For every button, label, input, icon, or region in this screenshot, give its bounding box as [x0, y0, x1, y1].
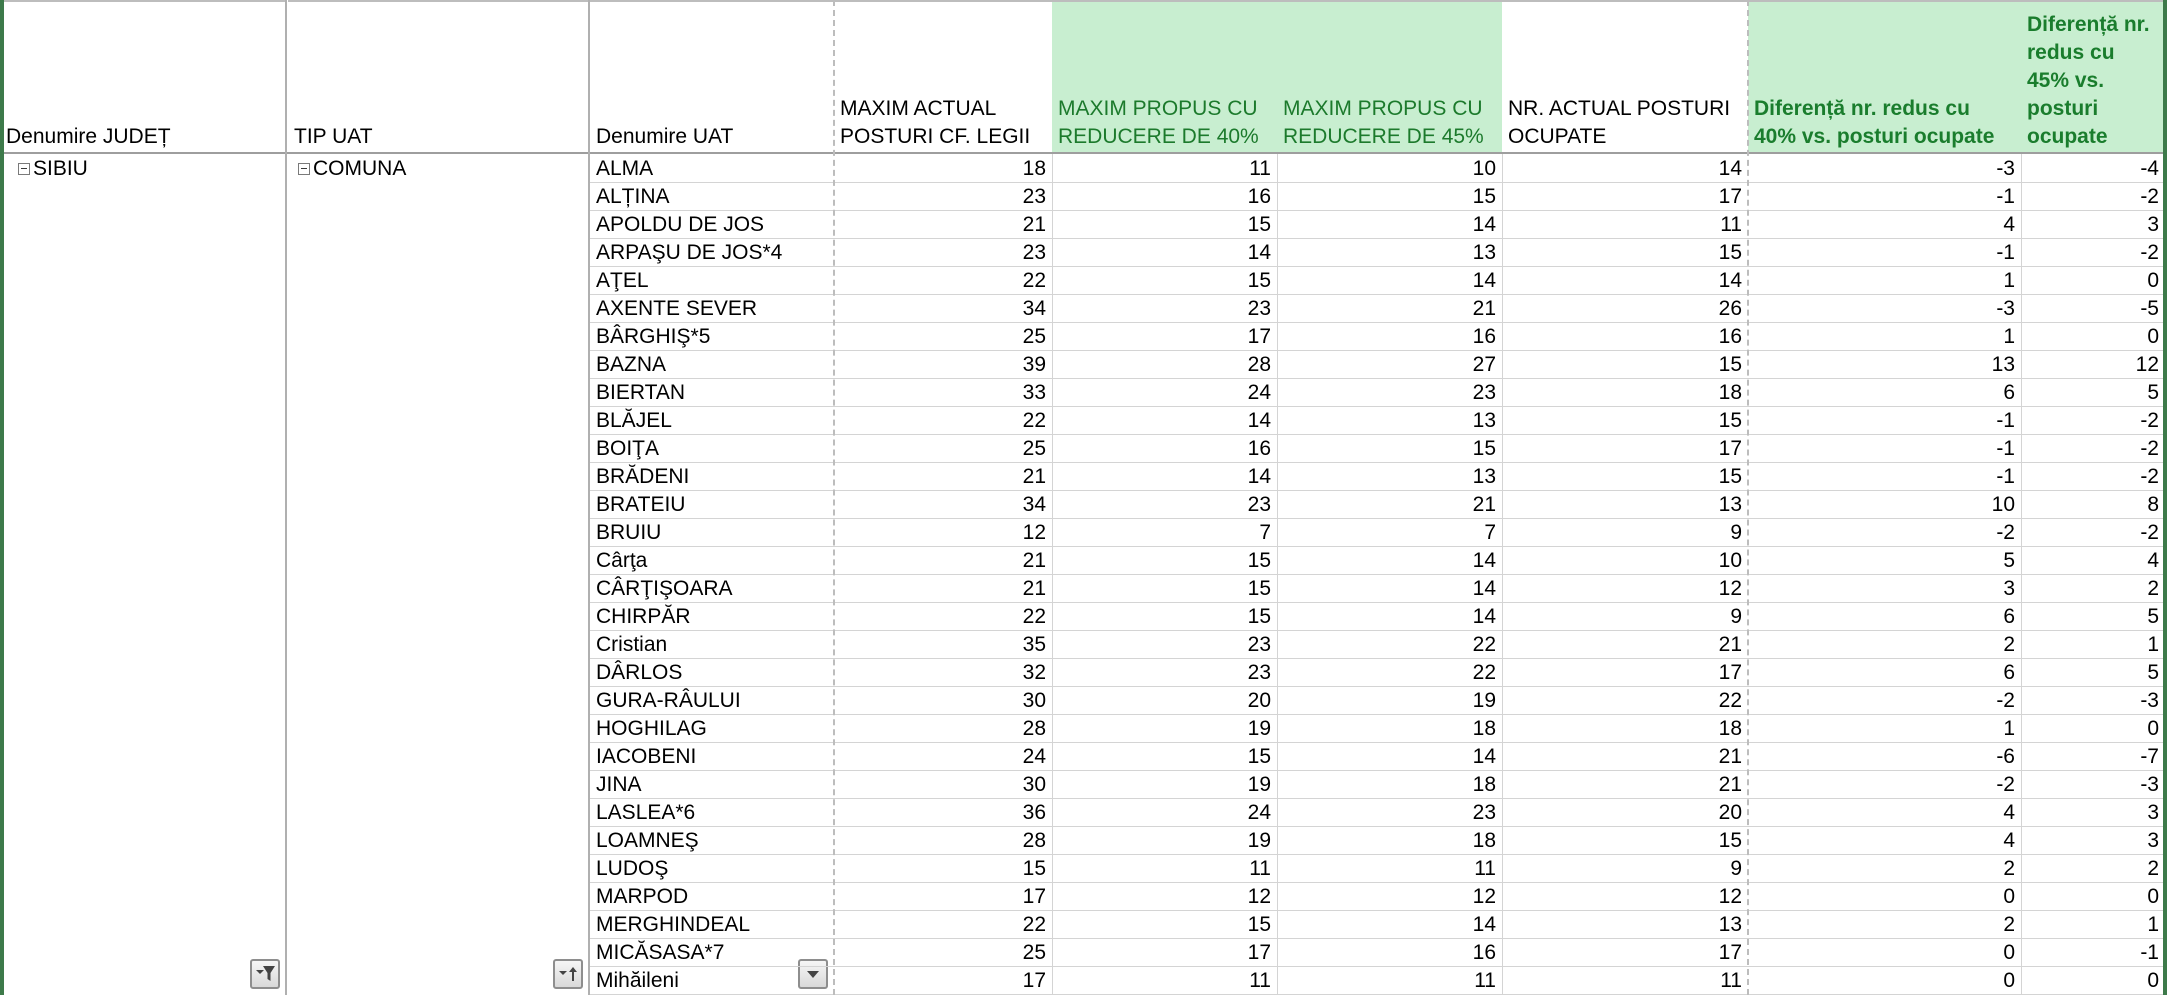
cell-propus-45[interactable]: 21 — [1472, 493, 1496, 516]
cell-uat[interactable]: HOGHILAG — [596, 717, 707, 740]
table-row[interactable] — [588, 967, 2167, 995]
cell-dif-45[interactable]: 2 — [2147, 857, 2159, 880]
cell-propus-45[interactable]: 13 — [1472, 241, 1496, 264]
cell-dif-40[interactable]: -6 — [1996, 745, 2015, 768]
cell-propus-40[interactable]: 15 — [1247, 269, 1271, 292]
cell-dif-40[interactable]: 6 — [2003, 661, 2015, 684]
header-dif-45[interactable] — [2021, 0, 2165, 152]
header-propus-40[interactable] — [1052, 0, 1277, 152]
table-row[interactable] — [588, 295, 2167, 323]
cell-uat[interactable]: IACOBENI — [596, 745, 697, 768]
cell-nr-actual[interactable]: 15 — [1718, 409, 1742, 432]
cell-propus-45[interactable]: 14 — [1472, 745, 1496, 768]
cell-maxim-actual[interactable]: 28 — [1022, 829, 1046, 852]
cell-dif-40[interactable]: -1 — [1996, 465, 2015, 488]
cell-propus-45[interactable]: 12 — [1472, 885, 1496, 908]
header-dif-40-line-1: Diferență nr. redus cu — [1754, 97, 1970, 120]
cell-dif-45[interactable]: 2 — [2147, 577, 2159, 600]
header-maxim-actual-line-2: POSTURI CF. LEGII — [840, 125, 1031, 148]
header-nr-actual-line-2: OCUPATE — [1508, 125, 1607, 148]
cell-uat[interactable]: Cristian — [596, 633, 668, 656]
cell-uat[interactable]: AŢEL — [596, 269, 649, 292]
cell-propus-45[interactable]: 19 — [1472, 689, 1496, 712]
cell-nr-actual[interactable]: 15 — [1718, 241, 1742, 264]
cell-dif-45[interactable]: -2 — [2140, 185, 2159, 208]
cell-nr-actual[interactable]: 12 — [1718, 577, 1742, 600]
cell-nr-actual[interactable]: 21 — [1718, 745, 1742, 768]
grid-line — [0, 0, 4, 995]
cell-nr-actual[interactable]: 18 — [1718, 381, 1742, 404]
cell-propus-40[interactable]: 19 — [1247, 829, 1271, 852]
cell-maxim-actual[interactable]: 22 — [1022, 269, 1046, 292]
cell-propus-40[interactable]: 24 — [1247, 801, 1271, 824]
cell-dif-45[interactable]: 3 — [2147, 829, 2159, 852]
table-row[interactable] — [588, 491, 2167, 519]
header-dif-40[interactable] — [1748, 0, 2021, 152]
cell-maxim-actual[interactable]: 12 — [1022, 521, 1046, 544]
cell-maxim-actual[interactable]: 30 — [1022, 689, 1046, 712]
cell-nr-actual[interactable]: 14 — [1718, 269, 1742, 292]
cell-uat[interactable]: BOIŢA — [596, 437, 660, 460]
cell-propus-40[interactable]: 11 — [1249, 969, 1271, 992]
cell-uat[interactable]: ARPAŞU DE JOS*4 — [596, 241, 783, 264]
cell-propus-45[interactable]: 22 — [1472, 661, 1496, 684]
cell-maxim-actual[interactable]: 23 — [1022, 185, 1046, 208]
cell-dif-40[interactable]: 1 — [2003, 325, 2015, 348]
cell-dif-45[interactable]: 0 — [2147, 269, 2159, 292]
table-row[interactable] — [588, 407, 2167, 435]
cell-propus-45[interactable]: 15 — [1472, 437, 1496, 460]
sort-button-tip-uat[interactable] — [553, 959, 583, 989]
cell-maxim-actual[interactable]: 32 — [1022, 661, 1046, 684]
table-row[interactable] — [588, 379, 2167, 407]
cell-propus-45[interactable]: 16 — [1472, 325, 1496, 348]
table-row[interactable] — [588, 939, 2167, 967]
table-row[interactable] — [588, 435, 2167, 463]
filter-funnel-icon — [254, 964, 276, 984]
cell-propus-45[interactable]: 11 — [1474, 857, 1496, 880]
cell-nr-actual[interactable]: 14 — [1718, 157, 1742, 180]
cell-dif-40[interactable]: -1 — [1996, 241, 2015, 264]
cell-uat[interactable]: LASLEA*6 — [596, 801, 696, 824]
cell-maxim-actual[interactable]: 17 — [1022, 885, 1046, 908]
cell-uat[interactable]: JINA — [596, 773, 642, 796]
pivot-tip-uat[interactable] — [298, 155, 406, 182]
cell-propus-45[interactable]: 18 — [1472, 829, 1496, 852]
cell-propus-40[interactable]: 16 — [1247, 185, 1271, 208]
cell-maxim-actual[interactable]: 21 — [1022, 549, 1046, 572]
cell-propus-45[interactable]: 23 — [1472, 801, 1496, 824]
table-row[interactable] — [588, 603, 2167, 631]
cell-uat[interactable]: ALMA — [596, 157, 654, 180]
cell-dif-40[interactable]: -3 — [1996, 157, 2015, 180]
grid-line — [2163, 0, 2167, 995]
grid-line — [1277, 154, 1278, 995]
cell-dif-45[interactable]: -3 — [2140, 773, 2159, 796]
header-dif-45-line-2: redus cu — [2027, 41, 2115, 64]
cell-nr-actual[interactable]: 15 — [1718, 465, 1742, 488]
cell-propus-45[interactable]: 18 — [1472, 773, 1496, 796]
cell-maxim-actual[interactable]: 24 — [1022, 745, 1046, 768]
cell-uat[interactable]: LUDOŞ — [596, 857, 669, 880]
cell-propus-40[interactable]: 14 — [1247, 465, 1271, 488]
cell-uat[interactable]: APOLDU DE JOS — [596, 213, 765, 236]
cell-nr-actual[interactable]: 13 — [1718, 493, 1742, 516]
table-row[interactable] — [588, 855, 2167, 883]
cell-maxim-actual[interactable]: 22 — [1022, 409, 1046, 432]
cell-propus-45[interactable]: 7 — [1484, 521, 1496, 544]
cell-maxim-actual[interactable]: 15 — [1022, 857, 1046, 880]
table-row[interactable] — [588, 771, 2167, 799]
cell-nr-actual[interactable]: 21 — [1718, 773, 1742, 796]
cell-dif-40[interactable]: 2 — [2003, 913, 2015, 936]
cell-propus-40[interactable]: 15 — [1247, 549, 1271, 572]
header-tip-uat[interactable] — [288, 0, 590, 152]
cell-uat[interactable]: Mihăileni — [596, 969, 679, 992]
header-nr-actual[interactable] — [1502, 0, 1748, 152]
cell-propus-40[interactable]: 7 — [1259, 521, 1271, 544]
cell-nr-actual[interactable]: 12 — [1718, 885, 1742, 908]
header-uat-label: Denumire UAT — [596, 125, 734, 148]
cell-maxim-actual[interactable]: 33 — [1022, 381, 1046, 404]
cell-nr-actual[interactable]: 18 — [1718, 717, 1742, 740]
cell-propus-40[interactable]: 17 — [1247, 941, 1271, 964]
table-row[interactable] — [588, 743, 2167, 771]
table-row[interactable] — [588, 799, 2167, 827]
cell-maxim-actual[interactable]: 25 — [1022, 325, 1046, 348]
cell-nr-actual[interactable]: 13 — [1718, 913, 1742, 936]
header-propus-45[interactable] — [1277, 0, 1502, 152]
cell-uat[interactable]: ALȚINA — [596, 185, 670, 208]
cell-uat[interactable]: BLĂJEL — [596, 409, 672, 432]
cell-maxim-actual[interactable]: 28 — [1022, 717, 1046, 740]
cell-uat[interactable]: BRATEIU — [596, 493, 686, 516]
cell-dif-40[interactable]: 1 — [2003, 717, 2015, 740]
cell-dif-45[interactable]: -2 — [2140, 437, 2159, 460]
table-row[interactable] — [588, 519, 2167, 547]
cell-nr-actual[interactable]: 15 — [1718, 829, 1742, 852]
cell-maxim-actual[interactable]: 21 — [1022, 577, 1046, 600]
table-row[interactable] — [588, 827, 2167, 855]
cell-dif-40[interactable]: 0 — [2003, 885, 2015, 908]
cell-propus-40[interactable]: 15 — [1247, 913, 1271, 936]
filter-button-judet[interactable] — [250, 959, 280, 989]
cell-nr-actual[interactable]: 15 — [1718, 353, 1742, 376]
cell-propus-45[interactable]: 14 — [1472, 913, 1496, 936]
cell-propus-40[interactable]: 23 — [1247, 661, 1271, 684]
cell-nr-actual[interactable]: 21 — [1718, 633, 1742, 656]
cell-dif-40[interactable]: 0 — [2003, 969, 2015, 992]
cell-propus-40[interactable]: 24 — [1247, 381, 1271, 404]
cell-dif-45[interactable]: -2 — [2140, 521, 2159, 544]
cell-maxim-actual[interactable]: 34 — [1022, 493, 1046, 516]
header-judet[interactable] — [0, 0, 286, 152]
cell-propus-45[interactable]: 13 — [1472, 465, 1496, 488]
cell-nr-actual[interactable]: 17 — [1718, 941, 1742, 964]
cell-propus-45[interactable]: 15 — [1472, 185, 1496, 208]
cell-propus-40[interactable]: 11 — [1249, 857, 1271, 880]
cell-propus-45[interactable]: 14 — [1472, 213, 1496, 236]
cell-uat[interactable]: DÂRLOS — [596, 661, 683, 684]
header-bottom-border — [0, 152, 2167, 154]
cell-nr-actual[interactable]: 26 — [1718, 297, 1742, 320]
cell-maxim-actual[interactable]: 21 — [1022, 465, 1046, 488]
cell-dif-45[interactable]: 0 — [2147, 885, 2159, 908]
cell-propus-45[interactable]: 14 — [1472, 605, 1496, 628]
cell-nr-actual[interactable]: 11 — [1720, 969, 1742, 992]
cell-dif-45[interactable]: 12 — [2135, 353, 2159, 376]
cell-dif-45[interactable]: 0 — [2147, 325, 2159, 348]
cell-maxim-actual[interactable]: 34 — [1022, 297, 1046, 320]
header-dif-45-line-3: 45% vs. — [2027, 69, 2105, 92]
header-propus-40-line-2: REDUCERE DE 40% — [1058, 125, 1259, 148]
cell-dif-40[interactable]: 2 — [2003, 633, 2015, 656]
cell-propus-40[interactable]: 15 — [1247, 577, 1271, 600]
cell-propus-45[interactable]: 27 — [1472, 353, 1496, 376]
cell-maxim-actual[interactable]: 25 — [1022, 941, 1046, 964]
cell-propus-45[interactable]: 23 — [1472, 381, 1496, 404]
cell-maxim-actual[interactable]: 22 — [1022, 913, 1046, 936]
grid-line — [1052, 154, 1053, 995]
cell-maxim-actual[interactable]: 22 — [1022, 605, 1046, 628]
cell-dif-45[interactable]: 1 — [2147, 913, 2159, 936]
table-row[interactable] — [588, 631, 2167, 659]
pivot-judet-label: SIBIU — [33, 157, 88, 180]
grid-line — [2021, 154, 2022, 995]
cell-uat[interactable]: Cârţa — [596, 549, 648, 572]
cell-dif-40[interactable]: 6 — [2003, 605, 2015, 628]
header-propus-40-line-1: MAXIM PROPUS CU — [1058, 97, 1258, 120]
cell-propus-40[interactable]: 19 — [1247, 717, 1271, 740]
cell-propus-40[interactable]: 16 — [1247, 437, 1271, 460]
header-propus-45-line-1: MAXIM PROPUS CU — [1283, 97, 1483, 120]
cell-dif-45[interactable]: 3 — [2147, 213, 2159, 236]
cell-propus-45[interactable]: 18 — [1472, 717, 1496, 740]
table-row[interactable] — [588, 239, 2167, 267]
cell-uat[interactable]: BÂRGHIŞ*5 — [596, 325, 711, 348]
cell-dif-40[interactable]: 2 — [2003, 857, 2015, 880]
cell-maxim-actual[interactable]: 17 — [1022, 969, 1046, 992]
header-maxim-actual[interactable] — [834, 0, 1052, 152]
cell-propus-40[interactable]: 17 — [1247, 325, 1271, 348]
cell-nr-actual[interactable]: 11 — [1720, 213, 1742, 236]
cell-dif-40[interactable]: -3 — [1996, 297, 2015, 320]
cell-dif-40[interactable]: 13 — [1991, 353, 2015, 376]
cell-propus-40[interactable]: 23 — [1247, 633, 1271, 656]
cell-propus-40[interactable]: 14 — [1247, 409, 1271, 432]
cell-maxim-actual[interactable]: 18 — [1022, 157, 1046, 180]
cell-dif-45[interactable]: -1 — [2140, 941, 2159, 964]
cell-propus-45[interactable]: 14 — [1472, 269, 1496, 292]
table-row[interactable] — [588, 687, 2167, 715]
header-maxim-actual-line-1: MAXIM ACTUAL — [840, 97, 997, 120]
cell-dif-40[interactable]: 5 — [2003, 549, 2015, 572]
cell-dif-45[interactable]: -7 — [2140, 745, 2159, 768]
table-row[interactable] — [588, 463, 2167, 491]
cell-dif-45[interactable]: -5 — [2140, 297, 2159, 320]
cell-dif-40[interactable]: 3 — [2003, 577, 2015, 600]
cell-maxim-actual[interactable]: 30 — [1022, 773, 1046, 796]
table-row[interactable] — [588, 547, 2167, 575]
cell-propus-40[interactable]: 23 — [1247, 493, 1271, 516]
collapse-minus-icon[interactable] — [18, 163, 30, 175]
table-row[interactable] — [588, 183, 2167, 211]
cell-propus-45[interactable]: 14 — [1472, 549, 1496, 572]
cell-propus-45[interactable]: 10 — [1472, 157, 1496, 180]
pivot-tip-uat-label: COMUNA — [313, 157, 407, 180]
cell-dif-40[interactable]: -2 — [1996, 773, 2015, 796]
cell-propus-40[interactable]: 23 — [1247, 297, 1271, 320]
cell-dif-45[interactable]: 4 — [2147, 549, 2159, 572]
cell-uat[interactable]: GURA-RÂULUI — [596, 689, 741, 712]
cell-propus-40[interactable]: 15 — [1247, 213, 1271, 236]
cell-propus-40[interactable]: 14 — [1247, 241, 1271, 264]
cell-dif-40[interactable]: 6 — [2003, 381, 2015, 404]
cell-nr-actual[interactable]: 17 — [1718, 437, 1742, 460]
cell-uat[interactable]: MICĂSASA*7 — [596, 941, 725, 964]
cell-maxim-actual[interactable]: 39 — [1022, 353, 1046, 376]
header-propus-45-line-2: REDUCERE DE 45% — [1283, 125, 1484, 148]
grid-line — [285, 0, 287, 995]
cell-maxim-actual[interactable]: 23 — [1022, 241, 1046, 264]
collapse-minus-icon[interactable] — [298, 163, 310, 175]
cell-propus-45[interactable]: 13 — [1472, 409, 1496, 432]
cell-dif-45[interactable]: -2 — [2140, 465, 2159, 488]
grid-line — [588, 0, 590, 995]
table-row[interactable] — [588, 155, 2167, 183]
cell-propus-40[interactable]: 20 — [1247, 689, 1271, 712]
cell-nr-actual[interactable]: 9 — [1730, 857, 1742, 880]
header-dif-45-line-5: ocupate — [2027, 125, 2108, 148]
cell-dif-40[interactable]: 4 — [2003, 801, 2015, 824]
header-dif-45-line-4: posturi — [2027, 97, 2099, 120]
cell-nr-actual[interactable]: 9 — [1730, 605, 1742, 628]
header-dif-45-line-1: Diferență nr. — [2027, 13, 2150, 36]
cell-uat[interactable]: BAZNA — [596, 353, 667, 376]
cell-uat[interactable]: BIERTAN — [596, 381, 686, 404]
table-row[interactable] — [588, 575, 2167, 603]
cell-nr-actual[interactable]: 17 — [1718, 661, 1742, 684]
cell-maxim-actual[interactable]: 25 — [1022, 437, 1046, 460]
cell-dif-45[interactable]: -2 — [2140, 409, 2159, 432]
cell-uat[interactable]: CÂRŢIŞOARA — [596, 577, 733, 600]
cell-dif-45[interactable]: 8 — [2147, 493, 2159, 516]
grid-line — [1502, 154, 1503, 995]
cell-propus-45[interactable]: 16 — [1472, 941, 1496, 964]
cell-dif-45[interactable]: 3 — [2147, 801, 2159, 824]
cell-maxim-actual[interactable]: 35 — [1022, 633, 1046, 656]
grid-line — [833, 0, 835, 995]
table-row[interactable] — [588, 211, 2167, 239]
cell-propus-45[interactable]: 21 — [1472, 297, 1496, 320]
table-row[interactable] — [588, 883, 2167, 911]
cell-propus-40[interactable]: 11 — [1249, 157, 1271, 180]
cell-uat[interactable]: MARPOD — [596, 885, 689, 908]
cell-dif-40[interactable]: 1 — [2003, 269, 2015, 292]
cell-dif-40[interactable]: -1 — [1996, 409, 2015, 432]
cell-nr-actual[interactable]: 9 — [1730, 521, 1742, 544]
cell-maxim-actual[interactable]: 36 — [1022, 801, 1046, 824]
cell-dif-40[interactable]: -1 — [1996, 437, 2015, 460]
cell-propus-40[interactable]: 19 — [1247, 773, 1271, 796]
cell-maxim-actual[interactable]: 21 — [1022, 213, 1046, 236]
cell-nr-actual[interactable]: 16 — [1718, 325, 1742, 348]
cell-dif-45[interactable]: -2 — [2140, 241, 2159, 264]
header-dif-40-line-2: 40% vs. posturi ocupate — [1754, 125, 1995, 148]
cell-nr-actual[interactable]: 20 — [1718, 801, 1742, 824]
table-row[interactable] — [588, 911, 2167, 939]
cell-propus-45[interactable]: 14 — [1472, 577, 1496, 600]
cell-dif-40[interactable]: -2 — [1996, 521, 2015, 544]
cell-nr-actual[interactable]: 17 — [1718, 185, 1742, 208]
cell-dif-40[interactable]: 4 — [2003, 213, 2015, 236]
cell-dif-40[interactable]: -1 — [1996, 185, 2015, 208]
cell-dif-40[interactable]: -2 — [1996, 689, 2015, 712]
cell-propus-45[interactable]: 22 — [1472, 633, 1496, 656]
sort-ascending-icon — [557, 964, 579, 984]
cell-dif-45[interactable]: 1 — [2147, 633, 2159, 656]
cell-dif-40[interactable]: 10 — [1991, 493, 2015, 516]
cell-uat[interactable]: AXENTE SEVER — [596, 297, 758, 320]
table-row[interactable] — [588, 351, 2167, 379]
cell-dif-40[interactable]: 4 — [2003, 829, 2015, 852]
cell-dif-45[interactable]: -3 — [2140, 689, 2159, 712]
table-row[interactable] — [588, 715, 2167, 743]
cell-uat[interactable]: MERGHINDEAL — [596, 913, 751, 936]
table-row[interactable] — [588, 323, 2167, 351]
cell-dif-45[interactable]: 5 — [2147, 381, 2159, 404]
cell-propus-40[interactable]: 12 — [1247, 885, 1271, 908]
cell-dif-45[interactable]: 0 — [2147, 969, 2159, 992]
cell-dif-45[interactable]: -4 — [2140, 157, 2159, 180]
header-nr-actual-line-1: NR. ACTUAL POSTURI — [1508, 97, 1731, 120]
header-judet-label: Denumire JUDEȚ — [6, 125, 171, 148]
cell-dif-40[interactable]: 0 — [2003, 941, 2015, 964]
cell-dif-45[interactable]: 5 — [2147, 661, 2159, 684]
pivot-judet[interactable] — [18, 155, 88, 182]
cell-nr-actual[interactable]: 10 — [1718, 549, 1742, 572]
cell-propus-40[interactable]: 15 — [1247, 605, 1271, 628]
table-row[interactable] — [588, 659, 2167, 687]
header-uat[interactable] — [590, 0, 834, 152]
header-tip-uat-label: TIP UAT — [294, 125, 373, 148]
cell-propus-40[interactable]: 28 — [1247, 353, 1271, 376]
cell-uat[interactable]: LOAMNEŞ — [596, 829, 699, 852]
cell-propus-40[interactable]: 15 — [1247, 745, 1271, 768]
cell-uat[interactable]: BRĂDENI — [596, 465, 690, 488]
cell-nr-actual[interactable]: 22 — [1718, 689, 1742, 712]
cell-dif-45[interactable]: 0 — [2147, 717, 2159, 740]
cell-uat[interactable]: BRUIU — [596, 521, 662, 544]
cell-dif-45[interactable]: 5 — [2147, 605, 2159, 628]
cell-uat[interactable]: CHIRPĂR — [596, 605, 691, 628]
cell-propus-45[interactable]: 11 — [1474, 969, 1496, 992]
table-row[interactable] — [588, 267, 2167, 295]
grid-line — [1747, 0, 1749, 995]
